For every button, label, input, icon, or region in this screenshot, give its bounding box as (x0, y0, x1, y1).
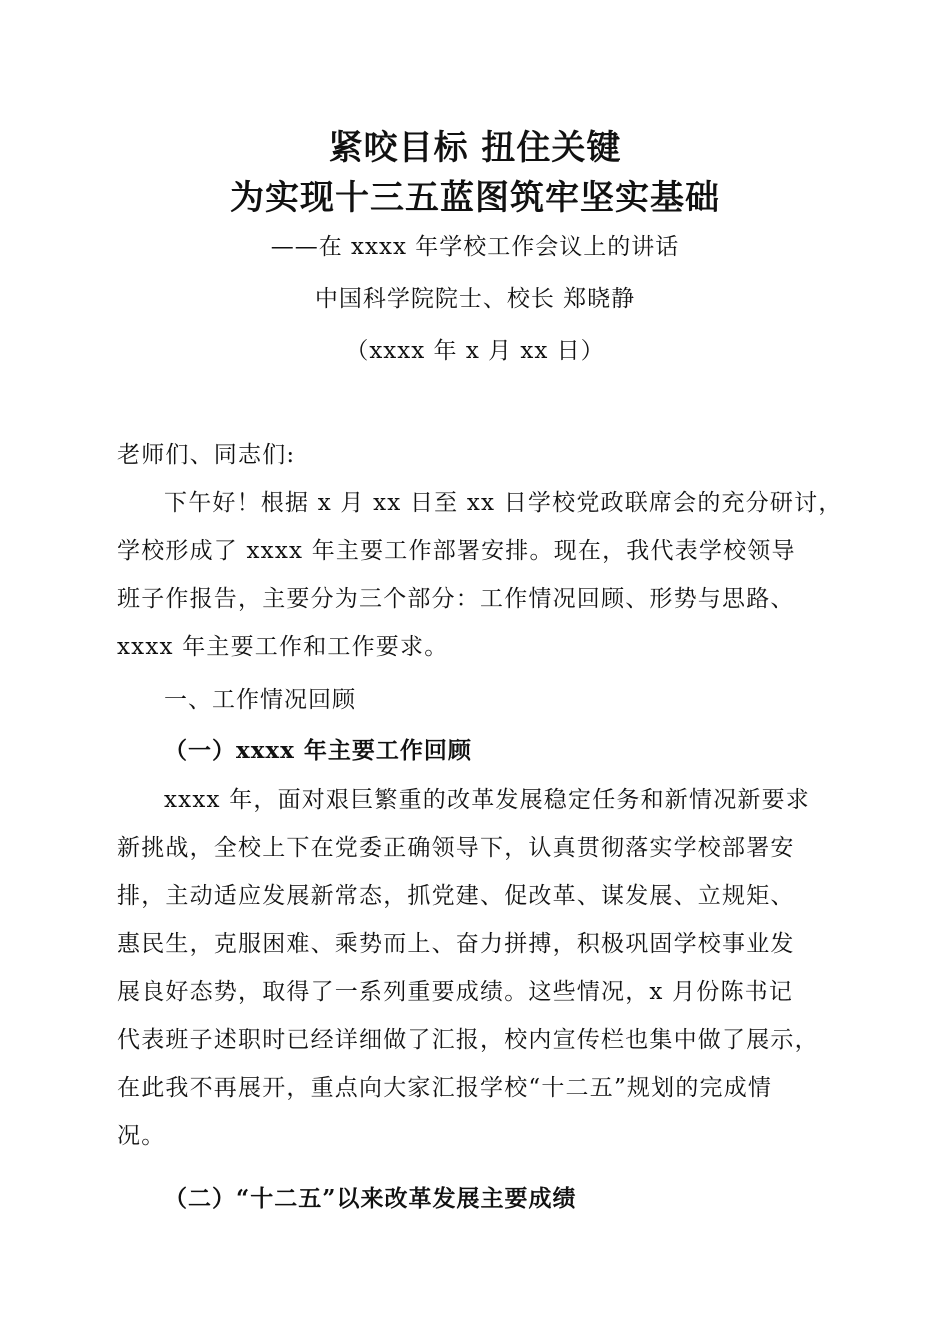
author-line: 中国科学院院士、校长 郑晓静 (314, 286, 636, 312)
date-line: （xxxx 年 x 月 xx 日） (345, 338, 605, 364)
para2-line: 新挑战，全校上下在党委正确领导下，认真贯彻落实学校部署安 (117, 835, 795, 861)
para2-line: 排，主动适应发展新常态，抓党建、促改革、谋发展、立规矩、 (117, 883, 795, 909)
para2-line: 展良好态势，取得了一系列重要成绩。这些情况，x 月份陈书记 (117, 979, 794, 1005)
para2-line: xxxx 年，面对艰巨繁重的改革发展稳定任务和新情况新要求 (164, 787, 810, 813)
para1-line: 班子作报告，主要分为三个部分：工作情况回顾、形势与思路、 (117, 586, 795, 612)
para1-line: 下午好！根据 x 月 xx 日至 xx 日学校党政联席会的充分研讨， (164, 490, 843, 516)
subtitle: ——在 xxxx 年学校工作会议上的讲话 (270, 234, 680, 260)
title-line-2: 为实现十三五蓝图筑牢坚实基础 (230, 178, 720, 218)
para2-line: 况。 (117, 1123, 166, 1149)
subsection2-heading: （二）“十二五”以来改革发展主要成绩 (164, 1185, 577, 1212)
para2-line: 惠民生，克服困难、乘势而上、奋力拼搏，积极巩固学校事业发 (117, 931, 795, 957)
section1-heading: 一、工作情况回顾 (164, 687, 356, 713)
para1-line: 学校形成了 xxxx 年主要工作部署安排。现在，我代表学校领导 (117, 538, 796, 564)
title-line-1: 紧咬目标 扭住关键 (328, 128, 622, 168)
para2-line: 在此我不再展开，重点向大家汇报学校“十二五”规划的完成情 (117, 1075, 773, 1101)
salutation: 老师们、同志们: (117, 442, 296, 468)
para1-line: xxxx 年主要工作和工作要求。 (117, 634, 449, 660)
para2-line: 代表班子述职时已经详细做了汇报，校内宣传栏也集中做了展示， (117, 1027, 819, 1053)
subsection1-heading: （一）xxxx 年主要工作回顾 (164, 737, 472, 764)
